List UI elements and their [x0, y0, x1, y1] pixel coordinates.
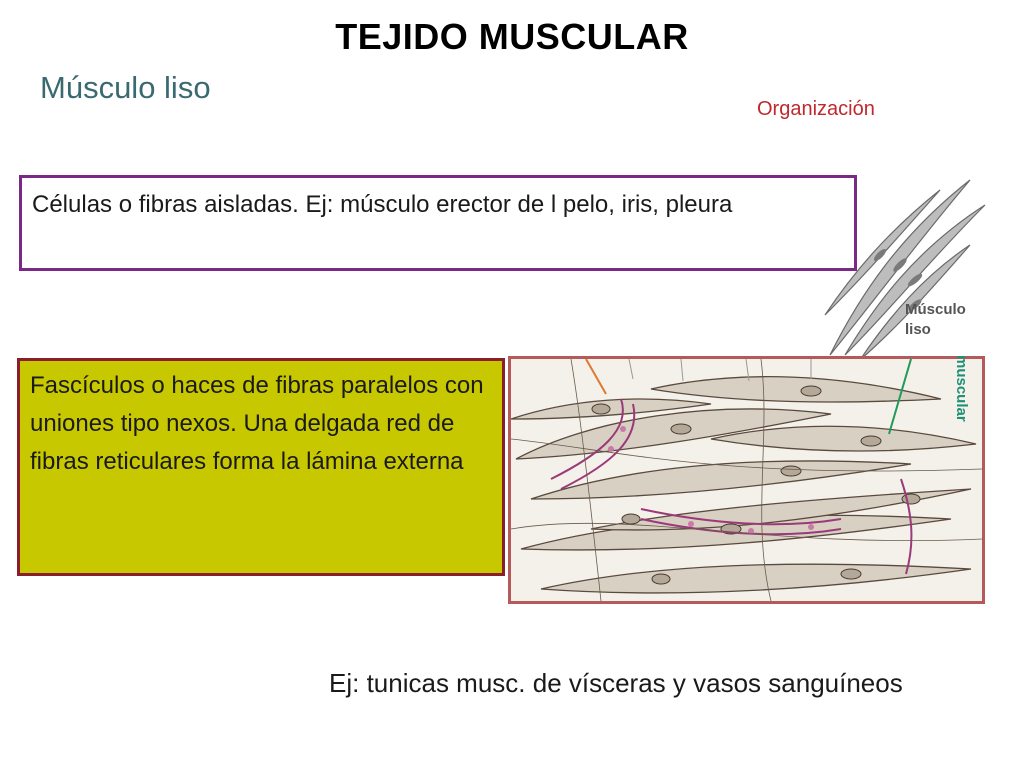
fiber-label-line1: Músculo — [905, 301, 966, 318]
histology-side-label: muscular — [953, 355, 970, 422]
isolated-cells-textbox: Células o fibras aisladas. Ej: músculo erector de l pelo, iris, pleura — [19, 175, 857, 271]
fiber-label-line2: liso — [905, 321, 931, 338]
slide-subtitle: Músculo liso — [40, 70, 211, 105]
fascicles-textbox: Fascículos o haces de fibras paralelos con uniones tipo nexos. Una delgada red de fibras reticulares forma la lámina externa — [17, 358, 505, 576]
example-note: Ej: tunicas musc. de vísceras y vasos sanguíneos — [329, 668, 903, 698]
section-tag: Organización — [757, 98, 875, 120]
histology-image — [508, 356, 985, 604]
slide-title: TEJIDO MUSCULAR — [335, 16, 689, 57]
fiber-illustration-label — [905, 300, 966, 340]
